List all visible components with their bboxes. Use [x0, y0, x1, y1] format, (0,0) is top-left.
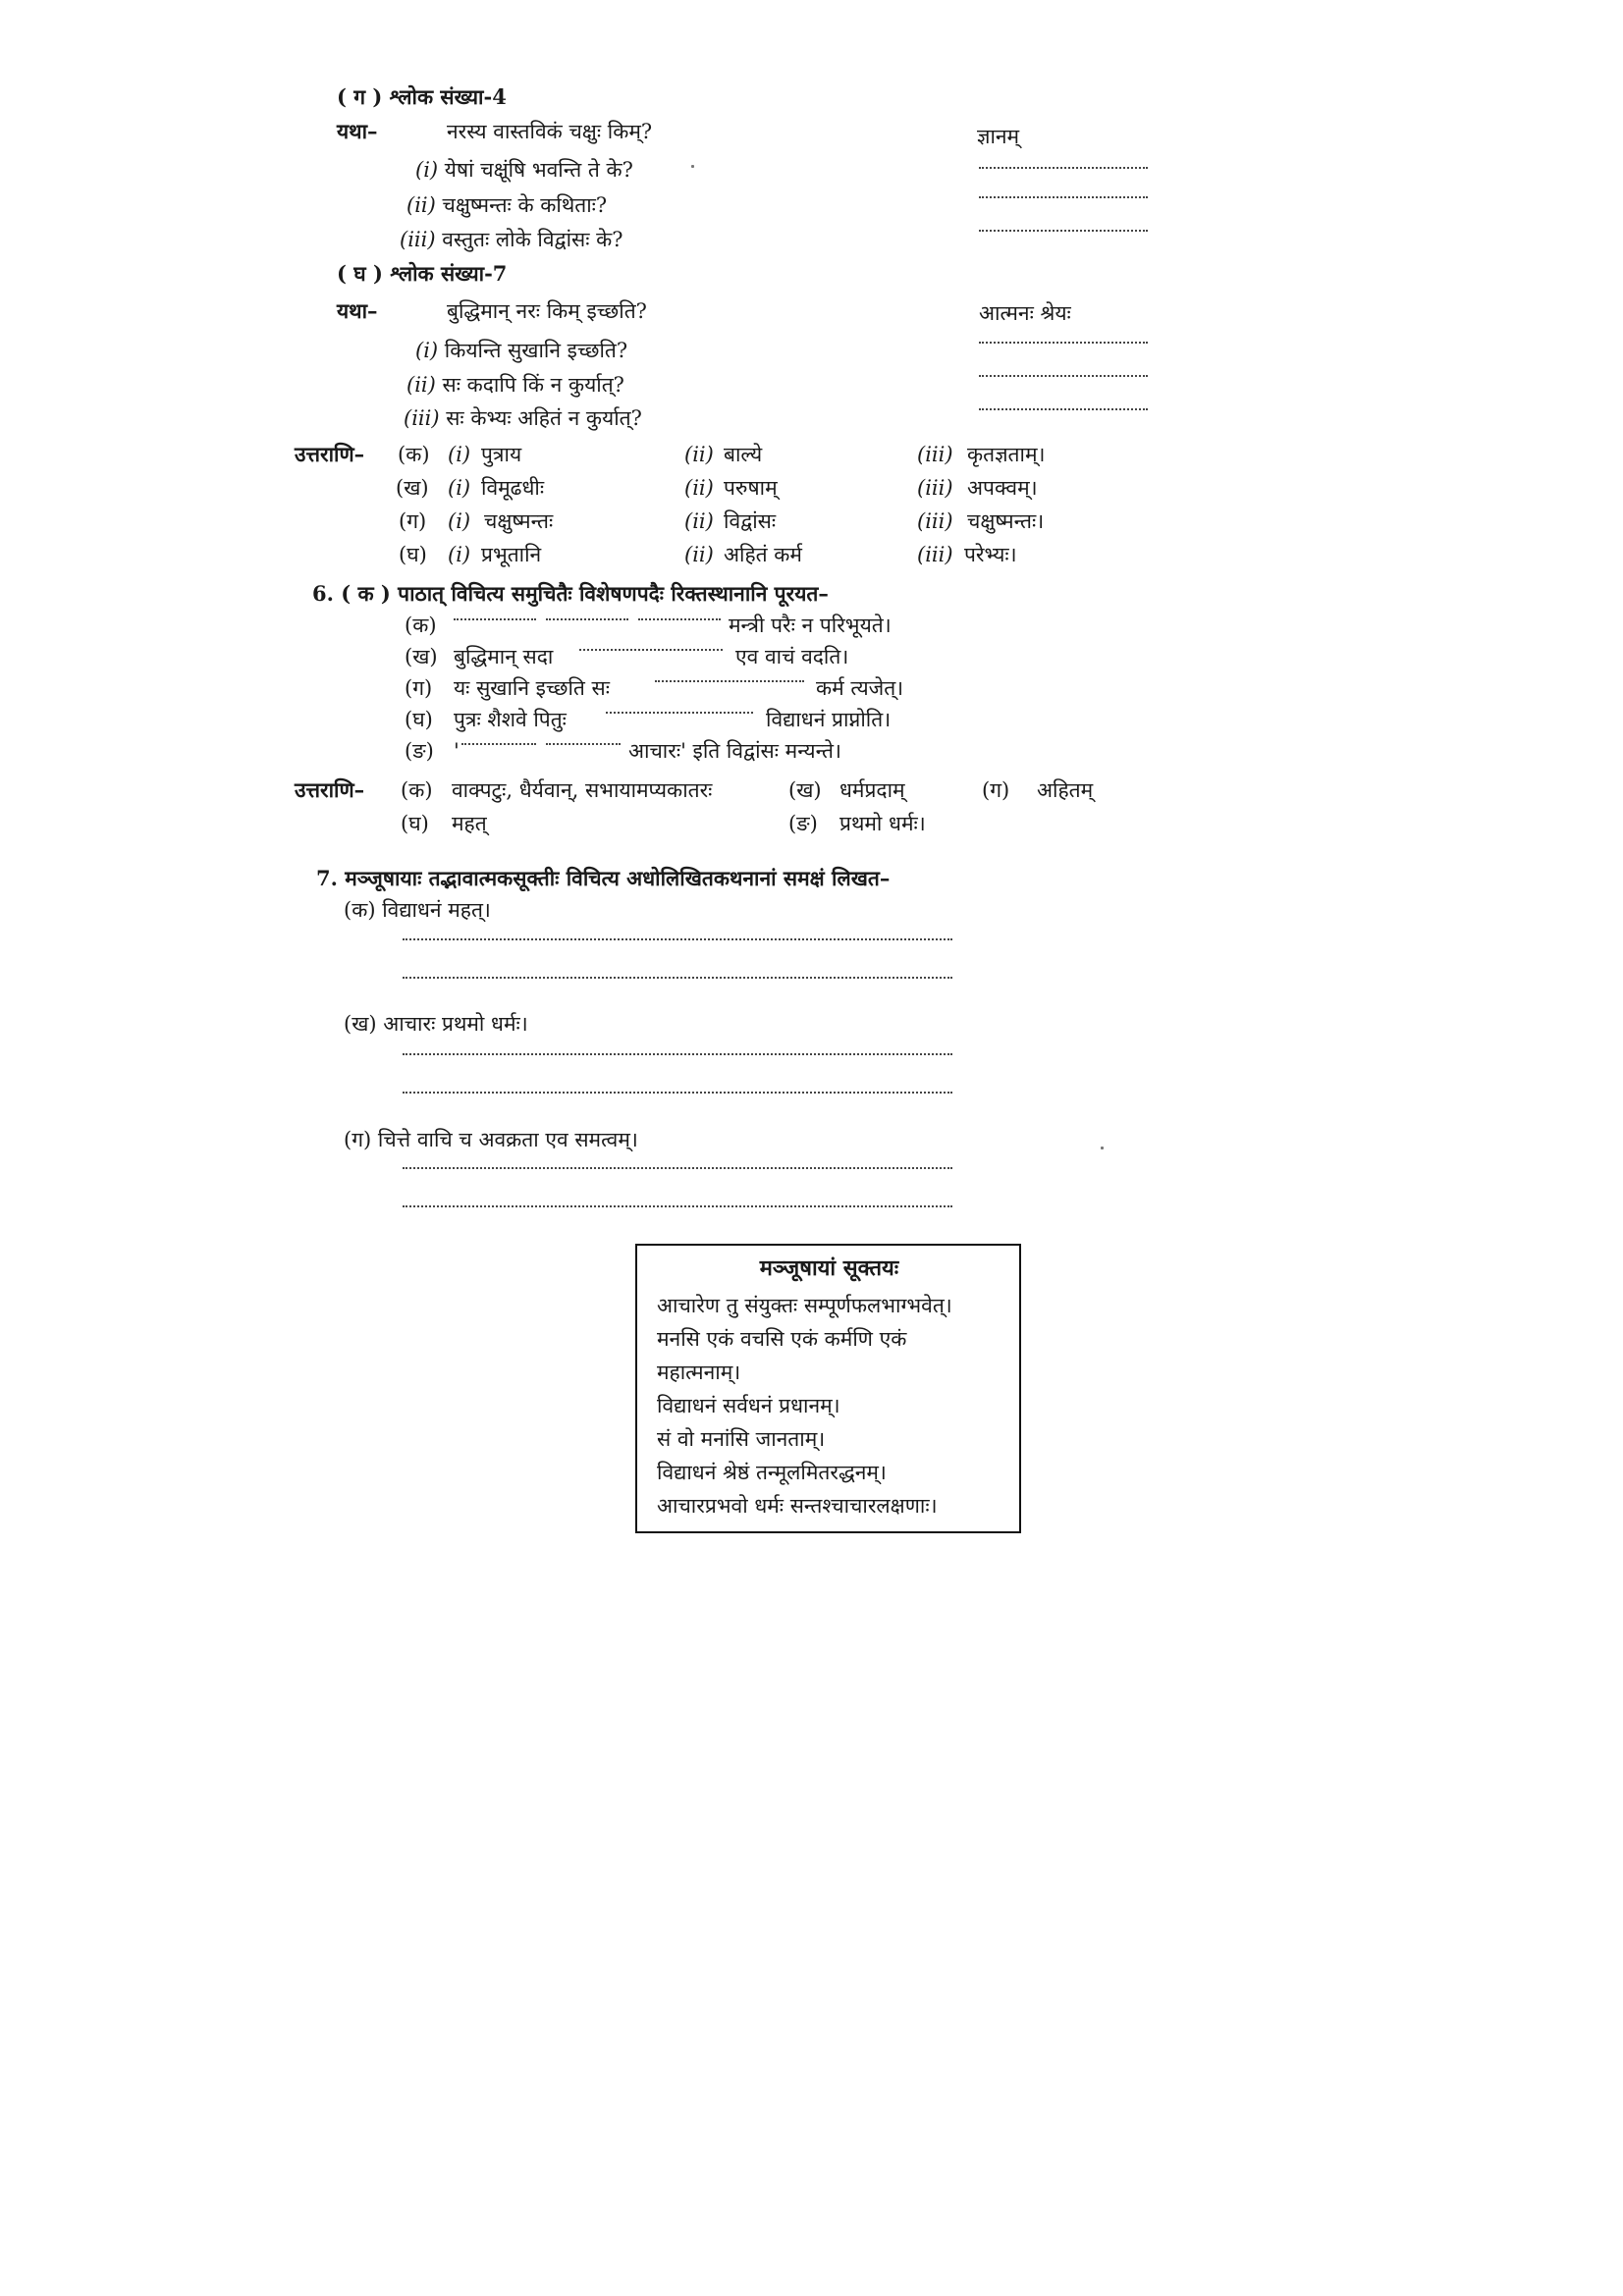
answer-value: चक्षुष्मन्तः। [967, 509, 1045, 533]
fill-before: बुद्धिमान् सदा [454, 645, 554, 668]
fill-key: (ग) [405, 676, 433, 700]
answer-blank[interactable] [979, 196, 1148, 198]
write-line[interactable] [403, 1092, 952, 1094]
fill-key: (क) [405, 614, 437, 637]
answer-value: विमूढधीः [481, 476, 545, 500]
question-number: (iii) [404, 406, 440, 430]
fill-before: पुत्रः शैशवे पितुः [454, 708, 567, 731]
answer-blank[interactable] [979, 167, 1148, 169]
fill-before: ' [454, 739, 460, 763]
section-gha-heading: ( घ ) श्लोक संख्या-7 [337, 261, 508, 286]
fill-blank[interactable] [655, 680, 804, 682]
example-question: बुद्धिमान् नरः किम् इच्छति? [447, 299, 647, 323]
q7-text: विद्याधनं महत्। [382, 898, 491, 922]
answer-num: (ii) [684, 509, 714, 533]
fill-blank[interactable] [638, 618, 721, 620]
fill-blank[interactable] [454, 618, 536, 620]
fill-key: (ङ) [405, 739, 434, 763]
fill-blank[interactable] [579, 649, 723, 651]
answer-num: (i) [448, 476, 471, 500]
question-item [406, 192, 607, 218]
q7-text: आचारः प्रथमो धर्मः। [383, 1012, 528, 1036]
answer-value: अपक्वम्। [967, 476, 1038, 500]
answer-key: (ख) [788, 778, 822, 802]
sukti-line: सं वो मनांसि जानताम्। [657, 1427, 826, 1451]
fill-after: कर्म त्यजेत्। [816, 676, 904, 700]
answer-value: बाल्ये [724, 443, 763, 466]
question-item [400, 227, 623, 252]
answer-value: पुत्राय [481, 443, 522, 466]
question-item [415, 157, 633, 183]
fill-before: यः सुखानि इच्छति सः [454, 676, 610, 700]
answer-value: विद्वांसः [724, 509, 777, 533]
answer-blank[interactable] [979, 408, 1148, 410]
write-line[interactable] [403, 1167, 952, 1169]
question-number: (ii) [406, 193, 436, 217]
example-question: नरस्य वास्तविकं चक्षुः किम्? [447, 120, 653, 143]
fill-key: (घ) [405, 708, 433, 731]
q7-item [344, 897, 491, 923]
sukti-line: आचारेण तु संयुक्तः सम्पूर्णफलभाग्भवेत्। [657, 1294, 952, 1317]
write-line[interactable] [403, 977, 952, 979]
question-item [415, 338, 627, 363]
answer-value: वाक्पटुः, धैर्यवान्, सभायामप्यकातरः [452, 778, 713, 802]
question-item [404, 405, 642, 431]
q6-answers-label: उत्तराणि– [295, 777, 365, 802]
answer-num: (ii) [684, 443, 714, 466]
question-text: वस्तुतः लोके विद्वांसः के? [442, 228, 623, 251]
q7-key: (ग) [344, 1128, 372, 1151]
answer-key: (घ) [399, 543, 427, 566]
answer-key: (घ) [401, 812, 429, 835]
answer-value: परेभ्यः। [964, 543, 1017, 566]
scan-speck [691, 165, 694, 168]
answer-key: (क) [401, 778, 433, 802]
q6-heading: 6. ( क ) पाठात् विचित्य समुचितैः विशेषणपदैः रिक्तस्थानानि पूरयत– [312, 581, 829, 606]
question-number: (i) [415, 339, 439, 362]
fill-after: एव वाचं वदति। [735, 645, 849, 668]
answer-num: (iii) [917, 443, 953, 466]
answer-num: (i) [448, 509, 471, 533]
sukti-line: मनसि एकं वचसि एकं कर्मणि एकं [657, 1327, 907, 1351]
q7-item [344, 1127, 638, 1152]
answer-value: कृतज्ञताम्। [967, 443, 1046, 466]
question-text: चक्षुष्मन्तः के कथिताः? [442, 193, 608, 217]
answer-key: (ख) [396, 476, 429, 500]
answer-value: चक्षुष्मन्तः [484, 509, 554, 533]
question-number: (iii) [400, 228, 436, 251]
answer-value: परुषाम् [724, 476, 778, 500]
answer-value: प्रथमो धर्मः। [839, 812, 926, 835]
question-number: (ii) [406, 373, 436, 397]
question-number: (i) [415, 158, 439, 182]
fill-blank[interactable] [546, 618, 628, 620]
sukti-line: विद्याधनं सर्वधनं प्रधानम्। [657, 1394, 840, 1417]
write-line[interactable] [403, 1205, 952, 1207]
answer-key: (ग) [399, 509, 427, 533]
write-line[interactable] [403, 938, 952, 940]
fill-after: विद्याधनं प्राप्नोति। [766, 708, 892, 731]
sukti-line: महात्मनाम्। [657, 1361, 741, 1384]
question-item [406, 372, 624, 398]
answers-label: उत्तराणि– [295, 442, 365, 466]
fill-blank[interactable] [606, 712, 753, 714]
answer-value: धर्मप्रदाम् [839, 778, 905, 802]
question-text: कियन्ति सुखानि इच्छति? [444, 339, 628, 362]
question-text: सः केभ्यः अहितं न कुर्यात्? [446, 406, 642, 430]
answer-blank[interactable] [979, 342, 1148, 344]
q7-key: (क) [344, 898, 376, 922]
fill-key: (ख) [405, 645, 438, 668]
fill-blank[interactable] [546, 743, 621, 745]
answer-key: (क) [398, 443, 430, 466]
answer-num: (iii) [917, 476, 953, 500]
answer-key: (ग) [982, 778, 1010, 802]
scan-speck [1101, 1147, 1104, 1149]
q7-key: (ख) [344, 1012, 377, 1036]
sukti-line: विद्याधनं श्रेष्ठं तन्मूलमितरद्धनम्। [657, 1461, 887, 1484]
fill-after: मन्त्री परैः न परिभूयते। [729, 614, 892, 637]
fill-blank[interactable] [461, 743, 536, 745]
answer-num: (iii) [917, 509, 953, 533]
answer-value: अहितं कर्म [724, 543, 802, 566]
question-text: येषां चक्षूंषि भवन्ति ते के? [444, 158, 633, 182]
answer-num: (ii) [684, 543, 714, 566]
section-ga-heading: ( ग ) श्लोक संख्या-4 [337, 84, 507, 109]
write-line[interactable] [403, 1053, 952, 1055]
example-answer: ज्ञानम् [977, 125, 1020, 148]
answer-value: महत् [452, 812, 487, 835]
question-text: सः कदापि किं न कुर्यात्? [442, 373, 624, 397]
answer-num: (ii) [684, 476, 714, 500]
answer-blank[interactable] [979, 375, 1148, 377]
fill-after: आचारः' इति विद्वांसः मन्यन्ते। [628, 739, 841, 763]
sukti-line: आचारप्रभवो धर्मः सन्तश्चाचारलक्षणाः। [657, 1494, 938, 1518]
q7-heading: 7. मञ्जूषायाः तद्भावात्मकसूक्तीः विचित्य अधोलिखितकथनानां समक्षं लिखत– [316, 866, 891, 890]
example-answer: आत्मनः श्रेयः [979, 301, 1071, 325]
manjusha-box [635, 1244, 1021, 1533]
example-label: यथा– [337, 298, 378, 323]
answer-key: (ङ) [788, 812, 818, 835]
answer-num: (iii) [917, 543, 953, 566]
answer-blank[interactable] [979, 230, 1148, 232]
manjusha-title: मञ्जूषायां सूक्तयः [759, 1255, 899, 1281]
example-label: यथा– [337, 119, 378, 143]
q7-text: चित्ते वाचि च अवक्रता एव समत्वम्। [377, 1128, 638, 1151]
answer-num: (i) [448, 543, 471, 566]
q7-item [344, 1011, 528, 1037]
answer-value: प्रभूतानि [481, 543, 542, 566]
answer-num: (i) [448, 443, 471, 466]
answer-value: अहितम् [1037, 778, 1094, 802]
